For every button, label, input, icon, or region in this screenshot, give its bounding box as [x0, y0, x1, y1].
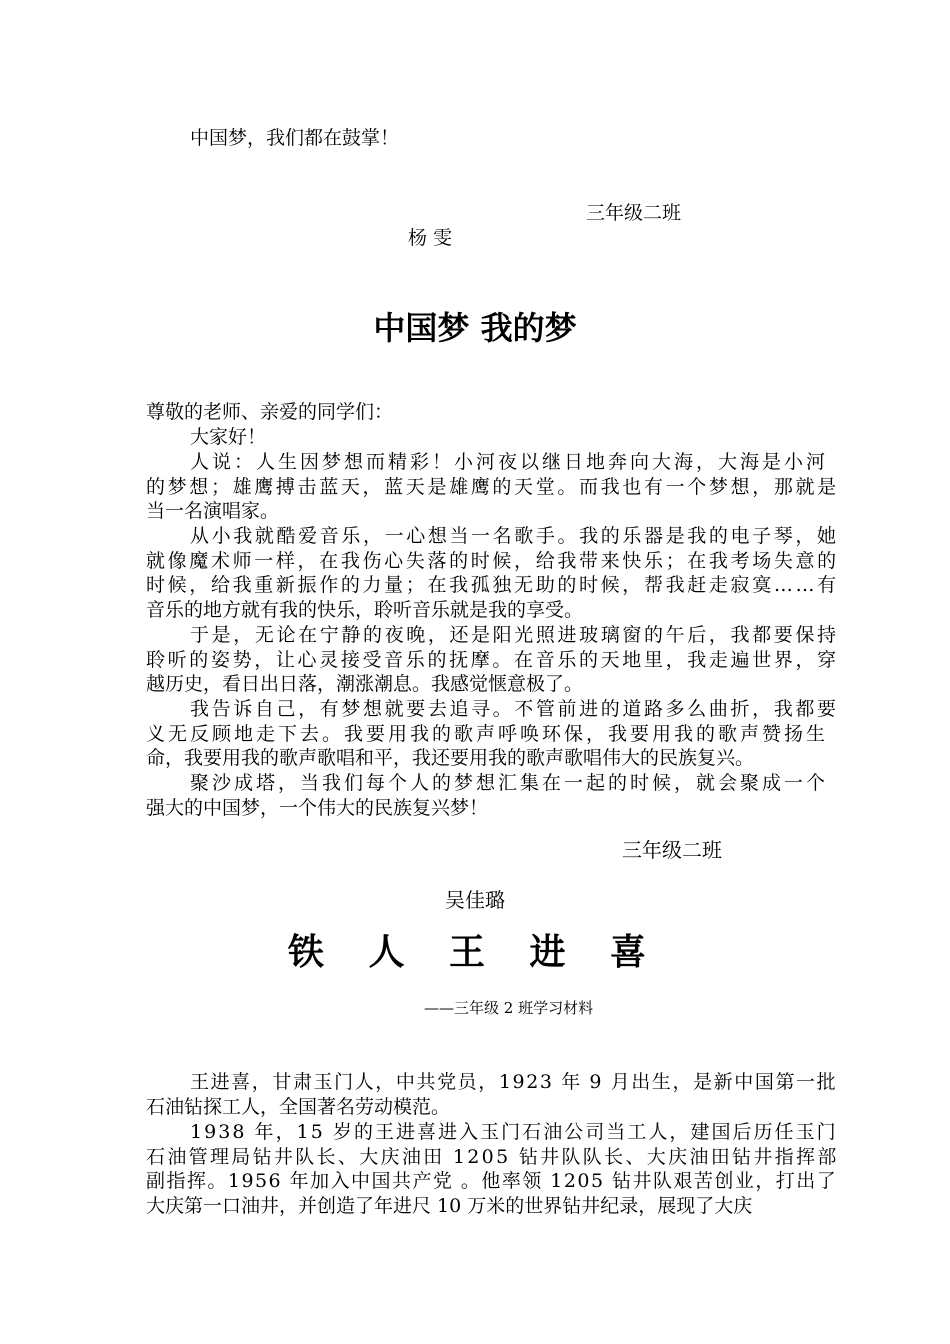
paragraph-line: 聚沙成塔，当我们每个人的梦想汇集在一起的时候，就会聚成一个	[190, 772, 829, 794]
author-name: 杨 雯	[408, 227, 453, 249]
paragraph	[146, 1070, 836, 1119]
salutation: 尊敬的老师、亲爱的同学们：	[146, 401, 394, 423]
paragraph-line: 音乐的地方就有我的快乐，聆听音乐就是我的享受。	[146, 598, 584, 621]
paragraph-line: 1938 年，15 岁的王进喜进入玉门石油公司当工人，建国后历任玉门	[190, 1121, 838, 1143]
subtitle: ——三年级 2 班学习材料	[424, 999, 594, 1017]
paragraph	[146, 1120, 839, 1218]
paragraph	[146, 450, 839, 524]
paragraph-line: 从小我就酷爱音乐，一心想当一名歌手。我的乐器是我的电子琴，她	[190, 525, 839, 547]
paragraph-line: 当一名演唱家。	[146, 500, 280, 522]
class-label: 三年级二班	[622, 838, 722, 862]
closing-line: 中国梦，我们都在鼓掌！	[190, 127, 400, 149]
paragraph-line: 于是，无论在宁静的夜晚，还是阳光照进玻璃窗的午后，我都要保持	[190, 624, 839, 646]
paragraph	[146, 623, 839, 697]
paragraph	[146, 524, 839, 622]
paragraph-line: 的梦想；雄鹰搏击蓝天，蓝天是雄鹰的天堂。而我也有一个梦想，那就是	[146, 475, 839, 498]
paragraph-line: 强大的中国梦，一个伟大的民族复兴梦！	[146, 796, 489, 819]
author-name: 吴佳璐	[445, 888, 505, 912]
paragraph-line: 义无反顾地走下去。我要用我的歌声呼唤环保，我要用我的歌声赞扬生	[146, 722, 829, 745]
paragraph-line: 时候，给我重新振作的力量；在我孤独无助的时候，帮我赶走寂寞……有	[146, 574, 839, 596]
paragraph-line: 大庆第一口油井，并创造了年进尺 10 万米的世界钻井纪录，展现了大庆	[146, 1194, 753, 1217]
paragraph-line: 石油管理局钻井队长、大庆油田 1205 钻井队队长、大庆油田钻井指挥部	[146, 1145, 839, 1168]
class-label: 三年级二班	[586, 202, 682, 224]
essay-title: 中国梦 我的梦	[373, 309, 577, 347]
paragraph-line: 聆听的姿势，让心灵接受音乐的抚摩。在音乐的天地里，我走遍世界，穿	[146, 648, 839, 671]
paragraph	[146, 697, 839, 771]
paragraph-line: 就像魔术师一样，在我伤心失落的时候，给我带来快乐；在我考场失意的	[146, 549, 839, 572]
essay-title: 铁 人 王 进 喜	[287, 932, 663, 973]
greeting: 大家好！	[190, 426, 267, 448]
paragraph-line: 越历史，看日出日落，潮涨潮息。我感觉惬意极了。	[146, 673, 584, 695]
paragraph-line: 石油钻探工人，全国著名劳动模范。	[146, 1095, 451, 1118]
paragraph-line: 我告诉自己，有梦想就要去追寻。不管前进的道路多么曲折，我都要	[190, 698, 839, 720]
paragraph-line: 人说：人生因梦想而精彩！小河夜以继日地奔向大海，大海是小河	[190, 451, 829, 473]
paragraph-line: 副指挥。1956 年加入中国共产党 。他率领 1205 钻井队艰苦创业，打出了	[146, 1170, 838, 1192]
paragraph-line: 命，我要用我的歌声歌唱和平，我还要用我的歌声歌唱伟大的民族复兴。	[146, 747, 755, 769]
paragraph-line: 王进喜，甘肃玉门人，中共党员，1923 年 9 月出生，是新中国第一批	[190, 1071, 838, 1093]
paragraph	[146, 771, 836, 820]
